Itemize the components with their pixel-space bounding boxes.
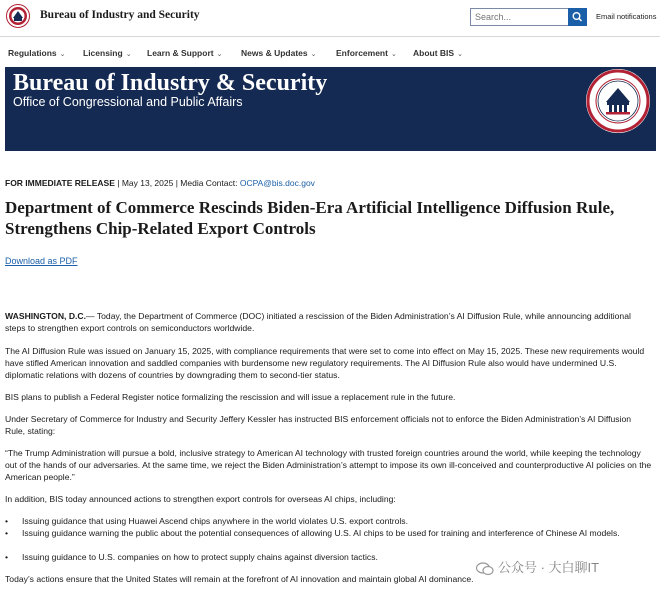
dateline: WASHINGTON, D.C.: [5, 311, 87, 321]
bullet-icon: •: [5, 552, 9, 562]
download-pdf-link[interactable]: Download as PDF: [5, 256, 78, 266]
chevron-down-icon: ⌄: [59, 51, 66, 58]
separator: |: [117, 178, 122, 188]
bis-logo-icon[interactable]: [6, 4, 30, 28]
chevron-down-icon: ⌄: [125, 51, 132, 58]
wechat-icon: [476, 562, 494, 576]
top-bar: [0, 0, 660, 36]
media-contact-label: Media Contact:: [180, 178, 238, 188]
nav-label: Licensing: [83, 48, 123, 58]
nav-label: News & Updates: [241, 48, 308, 58]
search-form: [470, 8, 587, 26]
paragraph-closing: Today’s actions ensure that the United States will remain at the forefront of AI innovation and maintain global AI dominance.: [5, 574, 474, 584]
department-seal-icon: [585, 68, 651, 134]
paragraph: In addition, BIS today announced actions to strengthen export controls for overseas AI chips, including:: [5, 494, 396, 504]
media-contact-email-link[interactable]: OCPA@bis.doc.gov: [239, 178, 315, 188]
nav-label: Learn & Support: [147, 48, 214, 58]
release-info: [5, 178, 315, 188]
list-item: [5, 516, 653, 528]
paragraph: Under Secretary of Commerce for Industry and Security Jeffery Kessler has instructed BIS enforcement officials not to enforce the Biden Administration’s AI Diffusion Rule, stating:: [5, 414, 632, 436]
page-banner: [5, 67, 656, 151]
separator: |: [175, 178, 181, 188]
release-label: FOR IMMEDIATE RELEASE: [5, 178, 115, 188]
search-icon: [568, 8, 587, 26]
paragraph-text: — Today, the Department of Commerce (DOC) initiated a rescission of the Biden Administration’s AI Diffusion Rule, while announcing additional steps to strengthen export controls on semiconductors worldwide.: [5, 311, 631, 333]
search-input[interactable]: [470, 8, 568, 26]
nav-label: About BIS: [413, 48, 455, 58]
nav-regulations[interactable]: [8, 48, 66, 58]
banner-title: Bureau of Industry & Security: [13, 70, 328, 96]
chevron-down-icon: ⌄: [310, 51, 317, 58]
list-item-text: Issuing guidance to U.S. companies on how to protect supply chains against diversion tactics.: [22, 552, 378, 562]
bullet-icon: •: [5, 528, 9, 538]
list-item: [5, 528, 653, 540]
banner-subtitle: Office of Congressional and Public Affairs: [13, 95, 243, 109]
paragraph-intro: [5, 311, 653, 335]
chevron-down-icon: ⌄: [457, 51, 463, 58]
watermark: [476, 557, 599, 576]
bullet-icon: •: [5, 516, 9, 526]
nav-licensing[interactable]: [83, 48, 132, 58]
site-name[interactable]: Bureau of Industry and Security: [40, 9, 200, 21]
nav-label: Enforcement: [336, 48, 388, 58]
main-nav: [0, 36, 660, 67]
watermark-text: 公众号 · 大白聊IT: [498, 560, 600, 575]
list-item-text: Issuing guidance warning the public about the potential consequences of allowing U.S. AI chips to be used for training and interference of Chinese AI models.: [22, 528, 620, 538]
paragraph: BIS plans to publish a Federal Register notice formalizing the rescission and will issue a replacement rule in the future.: [5, 392, 456, 402]
nav-about-bis[interactable]: [413, 48, 463, 58]
nav-learn-support[interactable]: [147, 48, 222, 58]
article-headline: Department of Commerce Rescinds Biden-Era Artificial Intelligence Diffusion Rule, Strengthens Chip-Related Export Controls: [5, 198, 615, 238]
nav-enforcement[interactable]: [336, 48, 397, 58]
email-notifications-link[interactable]: Email notifications: [596, 12, 657, 21]
list-item-text: Issuing guidance that using Huawei Ascend chips anywhere in the world violates U.S. export controls.: [22, 516, 408, 526]
chevron-down-icon: ⌄: [390, 51, 397, 58]
quote-paragraph: “The Trump Administration will pursue a bold, inclusive strategy to American AI technology with trusted foreign countries around the world, while keeping the technology out of the hands of our adversaries. At the same time, we reject the Biden Administration’s attempt to impose its own ill-conceived and counterproductive AI policies on the American people.”: [5, 448, 652, 482]
paragraph: The AI Diffusion Rule was issued on January 15, 2025, with compliance requirements that were set to come into effect on May 15, 2025. These new requirements would have stifled American innovation and saddled companies with burdensome new regulatory requirements. The AI Diffusion Rule also would have undermined U.S. diplomatic relations with dozens of countries by downgrading them to second-tier status.: [5, 346, 645, 380]
chevron-down-icon: ⌄: [216, 51, 223, 58]
nav-news-updates[interactable]: [241, 48, 316, 58]
release-date: May 13, 2025: [121, 178, 174, 188]
search-button[interactable]: [568, 8, 587, 26]
nav-label: Regulations: [8, 48, 57, 58]
